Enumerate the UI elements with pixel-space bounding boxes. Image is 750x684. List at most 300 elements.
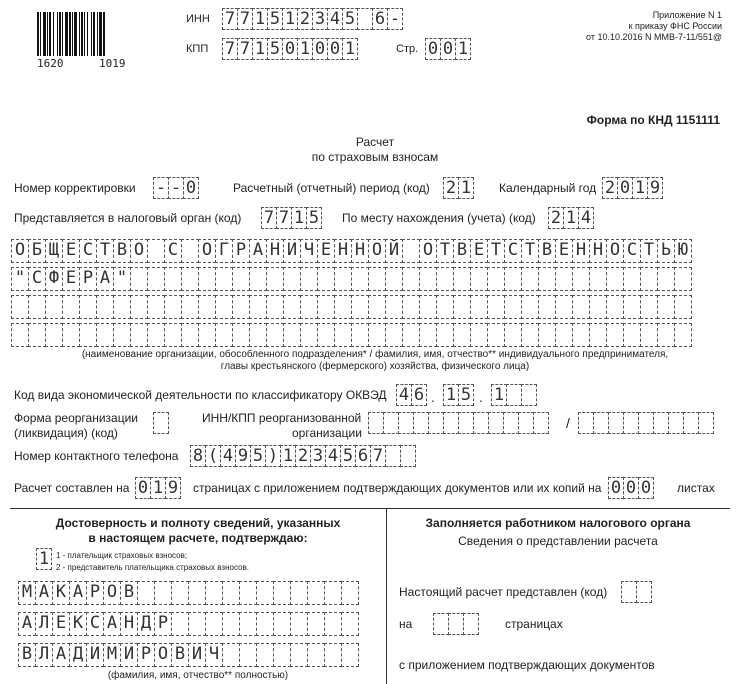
char-cell[interactable]: 0 [608,477,624,499]
char-cell[interactable]: А [69,581,87,605]
char-cell[interactable]: - [387,8,403,30]
char-cell[interactable] [300,323,318,347]
char-cell[interactable]: 4 [325,445,341,467]
char-cell[interactable]: 6 [355,445,371,467]
char-cell[interactable]: 2 [297,8,313,30]
char-cell[interactable] [368,267,386,291]
char-cell[interactable] [674,323,692,347]
char-cell[interactable] [589,295,607,319]
char-cell[interactable] [638,412,654,434]
char-cell[interactable]: Т [436,239,454,263]
char-cell[interactable] [623,295,641,319]
org-name-row-4[interactable] [11,323,692,345]
char-cell[interactable]: О [11,239,29,263]
char-cell[interactable] [45,323,63,347]
char-cell[interactable]: 1 [443,384,459,406]
char-cell[interactable] [555,267,573,291]
char-cell[interactable]: А [103,612,121,636]
char-cell[interactable] [45,295,63,319]
char-cell[interactable] [198,323,216,347]
char-cell[interactable] [653,412,669,434]
char-cell[interactable] [147,323,165,347]
char-cell[interactable] [572,267,590,291]
char-cell[interactable] [181,239,199,263]
char-cell[interactable]: С [504,239,522,263]
char-cell[interactable] [249,323,267,347]
char-cell[interactable]: Р [154,612,172,636]
char-cell[interactable]: Ф [45,267,63,291]
char-cell[interactable]: А [96,267,114,291]
pages-cells[interactable] [135,477,181,499]
char-cell[interactable]: 5 [267,38,283,60]
char-cell[interactable] [96,323,114,347]
char-cell[interactable]: Т [487,239,505,263]
char-cell[interactable]: 7 [237,8,253,30]
char-cell[interactable] [222,581,240,605]
char-cell[interactable] [608,412,624,434]
char-cell[interactable] [215,323,233,347]
char-cell[interactable]: 1 [632,177,648,199]
char-cell[interactable] [572,323,590,347]
char-cell[interactable] [147,239,165,263]
char-cell[interactable]: - [168,177,184,199]
char-cell[interactable]: Н [351,239,369,263]
char-cell[interactable]: 0 [617,177,633,199]
char-cell[interactable] [504,323,522,347]
char-cell[interactable]: 0 [135,477,151,499]
char-cell[interactable] [640,267,658,291]
char-cell[interactable] [533,412,549,434]
char-cell[interactable] [453,323,471,347]
char-cell[interactable] [222,612,240,636]
char-cell[interactable]: - [153,177,169,199]
char-cell[interactable]: 6 [411,384,427,406]
char-cell[interactable]: 7 [222,38,238,60]
char-cell[interactable]: Е [62,239,80,263]
char-cell[interactable]: А [249,239,267,263]
char-cell[interactable]: А [52,643,70,667]
char-cell[interactable] [606,267,624,291]
char-cell[interactable] [79,323,97,347]
char-cell[interactable]: 1 [342,38,358,60]
inn-cells[interactable] [222,8,403,30]
char-cell[interactable] [657,323,675,347]
char-cell[interactable]: 5 [340,445,356,467]
char-cell[interactable] [11,295,29,319]
char-cell[interactable] [385,295,403,319]
char-cell[interactable] [290,643,308,667]
char-cell[interactable] [385,267,403,291]
reorg-inn-cells[interactable] [368,412,549,434]
char-cell[interactable]: С [79,239,97,263]
char-cell[interactable] [657,295,675,319]
char-cell[interactable] [266,295,284,319]
char-cell[interactable]: В [453,239,471,263]
page-number-cells[interactable] [425,38,471,60]
char-cell[interactable]: 6 [372,8,388,30]
char-cell[interactable] [239,612,257,636]
char-cell[interactable]: Н [120,612,138,636]
char-cell[interactable]: Н [572,239,590,263]
char-cell[interactable]: 2 [295,445,311,467]
char-cell[interactable]: ) [265,445,281,467]
char-cell[interactable] [28,295,46,319]
char-cell[interactable] [453,295,471,319]
char-cell[interactable] [351,323,369,347]
char-cell[interactable] [341,643,359,667]
char-cell[interactable]: Е [317,239,335,263]
char-cell[interactable]: 8 [190,445,206,467]
char-cell[interactable] [300,295,318,319]
char-cell[interactable] [154,581,172,605]
char-cell[interactable] [385,323,403,347]
char-cell[interactable] [273,643,291,667]
char-cell[interactable]: 7 [222,8,238,30]
char-cell[interactable]: А [18,612,36,636]
char-cell[interactable]: 0 [282,38,298,60]
char-cell[interactable] [153,412,169,434]
char-cell[interactable]: Л [35,643,53,667]
char-cell[interactable]: 1 [252,8,268,30]
char-cell[interactable] [698,412,714,434]
char-cell[interactable]: 0 [327,38,343,60]
char-cell[interactable]: 1 [280,445,296,467]
char-cell[interactable] [273,581,291,605]
char-cell[interactable] [470,295,488,319]
char-cell[interactable] [198,267,216,291]
char-cell[interactable] [487,295,505,319]
char-cell[interactable] [198,295,216,319]
char-cell[interactable] [636,581,652,603]
char-cell[interactable] [470,267,488,291]
char-cell[interactable] [400,445,416,467]
char-cell[interactable]: С [623,239,641,263]
char-cell[interactable]: 5 [267,8,283,30]
char-cell[interactable]: Г [215,239,233,263]
char-cell[interactable]: 7 [261,207,277,229]
char-cell[interactable]: 0 [425,38,441,60]
correction-cells[interactable] [153,177,199,199]
char-cell[interactable]: Б [28,239,46,263]
char-cell[interactable]: Р [137,643,155,667]
char-cell[interactable] [113,323,131,347]
char-cell[interactable] [458,412,474,434]
char-cell[interactable] [385,445,401,467]
char-cell[interactable] [578,412,594,434]
char-cell[interactable]: 0 [440,38,456,60]
char-cell[interactable]: И [86,643,104,667]
char-cell[interactable]: " [113,267,131,291]
char-cell[interactable]: М [18,581,36,605]
char-cell[interactable]: Ч [205,643,223,667]
char-cell[interactable] [419,323,437,347]
char-cell[interactable]: Ь [657,239,675,263]
char-cell[interactable] [351,295,369,319]
char-cell[interactable]: Е [62,267,80,291]
tax-office-pages-cells[interactable] [433,613,479,635]
char-cell[interactable] [300,267,318,291]
char-cell[interactable] [222,643,240,667]
char-cell[interactable] [623,412,639,434]
location-cells[interactable] [548,207,594,229]
char-cell[interactable] [504,267,522,291]
char-cell[interactable]: 2 [548,207,564,229]
confirm-code-cell[interactable] [36,548,52,570]
char-cell[interactable]: 2 [443,177,459,199]
char-cell[interactable]: Ю [674,239,692,263]
char-cell[interactable] [521,267,539,291]
char-cell[interactable] [589,323,607,347]
char-cell[interactable] [351,267,369,291]
char-cell[interactable]: Н [589,239,607,263]
char-cell[interactable] [249,295,267,319]
char-cell[interactable] [503,412,519,434]
char-cell[interactable] [113,295,131,319]
char-cell[interactable]: Е [555,239,573,263]
char-cell[interactable] [443,412,459,434]
char-cell[interactable] [518,412,534,434]
char-cell[interactable]: 5 [458,384,474,406]
char-cell[interactable] [205,581,223,605]
char-cell[interactable] [433,613,449,635]
char-cell[interactable]: В [18,643,36,667]
char-cell[interactable] [324,612,342,636]
char-cell[interactable] [147,267,165,291]
char-cell[interactable] [538,323,556,347]
char-cell[interactable] [357,8,373,30]
char-cell[interactable] [181,323,199,347]
char-cell[interactable] [341,581,359,605]
char-cell[interactable]: Е [470,239,488,263]
char-cell[interactable] [11,323,29,347]
char-cell[interactable]: Т [96,239,114,263]
char-cell[interactable]: С [28,267,46,291]
char-cell[interactable]: 9 [165,477,181,499]
char-cell[interactable]: 1 [455,38,471,60]
char-cell[interactable] [334,267,352,291]
char-cell[interactable]: 7 [276,207,292,229]
char-cell[interactable] [283,267,301,291]
presented-code-cells[interactable] [621,581,652,603]
char-cell[interactable]: Ч [300,239,318,263]
org-name-row-2[interactable] [11,267,692,289]
char-cell[interactable] [487,323,505,347]
char-cell[interactable]: Т [640,239,658,263]
char-cell[interactable]: 4 [396,384,412,406]
char-cell[interactable] [273,612,291,636]
char-cell[interactable] [249,267,267,291]
char-cell[interactable] [521,384,537,406]
char-cell[interactable]: 5 [306,207,322,229]
char-cell[interactable]: И [283,239,301,263]
char-cell[interactable] [188,612,206,636]
char-cell[interactable] [402,239,420,263]
reorg-code-cell[interactable] [153,412,169,434]
char-cell[interactable] [606,323,624,347]
char-cell[interactable]: С [164,239,182,263]
char-cell[interactable] [555,323,573,347]
char-cell[interactable] [181,295,199,319]
char-cell[interactable]: " [11,267,29,291]
char-cell[interactable]: 3 [310,445,326,467]
char-cell[interactable]: О [154,643,172,667]
org-name-row-3[interactable] [11,295,692,317]
char-cell[interactable]: И [188,643,206,667]
char-cell[interactable]: Л [35,612,53,636]
char-cell[interactable] [487,267,505,291]
char-cell[interactable] [657,267,675,291]
char-cell[interactable] [62,295,80,319]
okved-part-2[interactable] [443,384,474,406]
char-cell[interactable] [307,643,325,667]
char-cell[interactable] [674,295,692,319]
char-cell[interactable] [324,581,342,605]
phone-cells[interactable] [190,445,416,467]
char-cell[interactable] [171,612,189,636]
org-name-row-1[interactable] [11,239,692,261]
char-cell[interactable]: В [113,239,131,263]
char-cell[interactable]: 1 [282,8,298,30]
char-cell[interactable] [621,581,637,603]
char-cell[interactable] [606,295,624,319]
char-cell[interactable]: 1 [36,548,52,570]
char-cell[interactable] [188,581,206,605]
char-cell[interactable] [436,267,454,291]
char-cell[interactable]: 0 [312,38,328,60]
okved-part-1[interactable] [396,384,427,406]
char-cell[interactable]: 9 [235,445,251,467]
char-cell[interactable] [283,295,301,319]
char-cell[interactable] [334,295,352,319]
surname-cells[interactable] [18,581,359,603]
char-cell[interactable]: О [368,239,386,263]
char-cell[interactable] [341,612,359,636]
char-cell[interactable] [555,295,573,319]
char-cell[interactable] [334,323,352,347]
char-cell[interactable] [283,323,301,347]
char-cell[interactable] [256,643,274,667]
char-cell[interactable]: Т [521,239,539,263]
char-cell[interactable] [683,412,699,434]
char-cell[interactable]: 3 [312,8,328,30]
char-cell[interactable]: 7 [370,445,386,467]
char-cell[interactable]: К [52,581,70,605]
char-cell[interactable]: Н [266,239,284,263]
char-cell[interactable] [266,267,284,291]
char-cell[interactable]: А [35,581,53,605]
char-cell[interactable] [593,412,609,434]
char-cell[interactable]: О [130,239,148,263]
reorg-kpp-cells[interactable] [578,412,714,434]
char-cell[interactable] [266,323,284,347]
char-cell[interactable]: Н [334,239,352,263]
char-cell[interactable] [164,295,182,319]
char-cell[interactable] [453,267,471,291]
year-cells[interactable] [602,177,663,199]
char-cell[interactable]: В [120,581,138,605]
char-cell[interactable] [368,323,386,347]
char-cell[interactable] [419,267,437,291]
char-cell[interactable]: 1 [291,207,307,229]
char-cell[interactable]: Д [69,643,87,667]
char-cell[interactable]: Р [79,267,97,291]
char-cell[interactable] [28,323,46,347]
char-cell[interactable]: Й [385,239,403,263]
char-cell[interactable] [538,267,556,291]
char-cell[interactable] [62,323,80,347]
char-cell[interactable]: В [538,239,556,263]
char-cell[interactable]: ( [205,445,221,467]
char-cell[interactable] [640,323,658,347]
char-cell[interactable]: О [419,239,437,263]
char-cell[interactable] [181,267,199,291]
char-cell[interactable] [232,295,250,319]
char-cell[interactable]: 9 [647,177,663,199]
char-cell[interactable] [164,267,182,291]
char-cell[interactable] [488,412,504,434]
char-cell[interactable] [317,295,335,319]
char-cell[interactable]: 0 [183,177,199,199]
char-cell[interactable] [171,581,189,605]
char-cell[interactable] [448,613,464,635]
char-cell[interactable] [623,323,641,347]
char-cell[interactable]: 1 [252,38,268,60]
period-cells[interactable] [443,177,474,199]
char-cell[interactable] [521,323,539,347]
char-cell[interactable] [674,267,692,291]
char-cell[interactable]: 7 [237,38,253,60]
char-cell[interactable] [368,295,386,319]
char-cell[interactable] [398,412,414,434]
char-cell[interactable] [368,412,384,434]
char-cell[interactable] [473,412,489,434]
char-cell[interactable] [232,267,250,291]
name-cells[interactable] [18,612,359,634]
char-cell[interactable] [521,295,539,319]
char-cell[interactable] [239,643,257,667]
char-cell[interactable]: О [606,239,624,263]
char-cell[interactable]: 4 [327,8,343,30]
char-cell[interactable]: 5 [250,445,266,467]
char-cell[interactable] [147,295,165,319]
char-cell[interactable]: 0 [623,477,639,499]
char-cell[interactable] [413,412,429,434]
char-cell[interactable] [307,612,325,636]
char-cell[interactable]: Е [52,612,70,636]
char-cell[interactable] [307,581,325,605]
char-cell[interactable]: 1 [491,384,507,406]
char-cell[interactable] [402,295,420,319]
char-cell[interactable]: Д [137,612,155,636]
char-cell[interactable] [130,267,148,291]
char-cell[interactable] [256,612,274,636]
char-cell[interactable] [317,267,335,291]
char-cell[interactable] [504,295,522,319]
char-cell[interactable]: Р [86,581,104,605]
char-cell[interactable]: 5 [342,8,358,30]
char-cell[interactable] [419,295,437,319]
okved-part-3[interactable] [491,384,537,406]
char-cell[interactable]: 2 [602,177,618,199]
char-cell[interactable]: 4 [220,445,236,467]
kpp-cells[interactable] [222,38,358,60]
char-cell[interactable]: 1 [297,38,313,60]
char-cell[interactable] [436,323,454,347]
char-cell[interactable] [290,612,308,636]
char-cell[interactable]: М [103,643,121,667]
char-cell[interactable]: С [86,612,104,636]
char-cell[interactable] [623,267,641,291]
